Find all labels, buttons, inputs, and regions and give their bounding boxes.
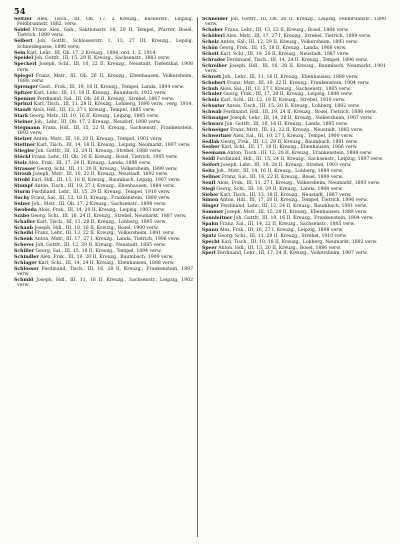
- entry-text: Joh. Gottfr., III, 12, 24 II, Kreuzg., Strebel, 1888 verw.: [35, 148, 162, 154]
- entry-text: Franz Alex. Geh., Sektionsstr. 16, 29 II, Tempel, Pfarrer, Bosel, Tietrich, 1899 verw.: [17, 28, 193, 39]
- entry-text: Franz, Lehr., III, 13, 22 II, Kreuzg., Bosel, 1884 verw.: [224, 28, 349, 34]
- entry-text: Alex, Tisch., III, Ob. 17, 2 Kreuzg., Bäckerstr., Leipzig, Feldbrunnstr. 1882. verw.: [17, 17, 193, 28]
- entry-text: Alois, Sal., III, 13, 27 I, Kreuzg., Sachsenstr., 1885 verw.: [219, 86, 352, 92]
- entry-text: Anton, Hdl., III, 17, 20 II, Kreuzg., Tempel, Tietrich, 1896 verw.: [219, 198, 368, 204]
- entry-name: Steiner: [14, 120, 33, 126]
- entry-name: Stiegler: [14, 148, 35, 154]
- directory-entry: [14, 114, 193, 119]
- entry-name: Seidel: [14, 28, 30, 34]
- entry-text: Karl, Lehr., III, 13, 18 II, Kreuzg., Baumbach, 1912 verw.: [33, 90, 167, 96]
- entry-name: Schmid: [14, 277, 34, 283]
- entry-text: Anton, Tisch., III, 15, 20 II, Kreuzg., Lohberg, 1892 verw.: [226, 104, 360, 110]
- entry-name: Staudt: [14, 108, 32, 114]
- entry-name: Schlager: [14, 260, 37, 266]
- directory-entry: [202, 92, 386, 97]
- entry-name: Schneider: [202, 17, 229, 22]
- directory-entry: [202, 145, 386, 150]
- entry-text: Georg, Sal., III, 15, 18 II, Kreuzg., Tempel, 1894 verw.: [35, 249, 162, 255]
- directory-entry: [202, 240, 386, 245]
- entry-name: Speer: [202, 245, 217, 251]
- directory-entry: [14, 237, 193, 242]
- entry-text: Alex, Frsk., III, 17, 24 II, Kreuzg., Landa, 1886 verw.: [28, 160, 152, 166]
- entry-name: Schön: [202, 45, 218, 51]
- entry-text: Joh., Lehr., III, 11, 16 II, Kreuzg., Ebenhausen, 1889 verw.: [222, 74, 359, 80]
- directory-entry: [14, 249, 193, 254]
- entry-name: Sommer: [202, 210, 224, 216]
- entry-text: Karl, Hdl., III, 13, 16 II, Kreuzg., Baumbach, Lepzig, 1907 verw.: [31, 178, 181, 184]
- directory-entry: [14, 172, 193, 177]
- directory-entry: [14, 17, 193, 28]
- entry-text: Joh. Gottfr., III, 15, 29 II, Kreuzg., Sachsenstr., 1883 verw.: [34, 56, 171, 62]
- directory-entry: [14, 56, 193, 61]
- entry-name: Sulzer: [14, 201, 31, 207]
- directory-entry: [202, 58, 386, 63]
- directory-entry: [14, 231, 193, 236]
- entry-text: Karl, Schl., III, 19, 20 II, Kreuzg., Neustadt, 1887 verw.: [220, 51, 350, 57]
- entry-name: Sein: [14, 50, 26, 56]
- entry-text: Georg, Mstr., III, 10, 16 II, Kreuzg., Leipzig, 1895 verw.: [29, 114, 160, 120]
- directory-entry: [14, 74, 193, 85]
- entry-name: Spitzer: [14, 90, 33, 96]
- directory-entry: [14, 39, 193, 50]
- entry-name: Sturm: [14, 190, 31, 196]
- entry-text: Franz, Mstr., III, Ob. 26 II, Kreuzg., Ebenhausen, Volkersheim, 1889. verw.: [17, 73, 193, 84]
- entry-name: Schwarz: [202, 121, 224, 127]
- entry-name: Stegmann: [14, 125, 41, 131]
- entry-text: Alex, Sal., III, 10, 27 I, Kreuzg., Tempel, 1900 verw.: [233, 133, 354, 139]
- entry-name: Schulz: [202, 98, 220, 104]
- entry-name: Seitz: [202, 168, 215, 174]
- entry-text: Karl, Tisch., III, 13, 18 II, Kreuzg., Neustadt, 1887 verw.: [220, 192, 352, 198]
- directory-entry: [14, 178, 193, 183]
- entry-name: Singer: [202, 204, 219, 210]
- directory-entry: [202, 52, 386, 57]
- entry-text: Georg, Frsk., III, 15, 18 II, Kreuzg., Landa, 1908 verw.: [219, 45, 347, 51]
- entry-name: Spiegel: [14, 73, 34, 79]
- entry-name: Specht: [202, 239, 220, 245]
- directory-entry: [202, 175, 386, 180]
- entry-name: Schuler: [202, 92, 222, 98]
- entry-name: Simon: [202, 198, 219, 204]
- entry-text: Alois, Frsk., III, 14, 20 II, Kreuzg., Leipzig, 1903 verw.: [38, 207, 165, 213]
- directory-entry: [14, 126, 193, 137]
- directory-entry: [14, 184, 193, 189]
- entry-name: Sonnleitner: [202, 216, 233, 222]
- directory-entry: [202, 204, 386, 209]
- entry-text: Joseph, Lehr., III, 14, 28 II, Kreuzg., Volkersheim, 1907 verw.: [230, 115, 373, 121]
- entry-name: Sedlak: [202, 139, 220, 145]
- directory-entry: [202, 181, 386, 186]
- entry-name: Spatz: [202, 233, 217, 239]
- entry-name: Stark: [14, 114, 29, 120]
- directory-entry: [14, 226, 193, 231]
- entry-text: Alex, Frsk., III, 16, 27 I, Kreuzg., Leipzig, 1898 verw.: [219, 227, 344, 233]
- entry-name: Stettner: [14, 143, 36, 149]
- entry-name: Seemann: [202, 151, 226, 157]
- entry-text: Anton, Mstr., III, 16, 20 II, Kreuzg., Tempel, 1901 verw.: [33, 137, 163, 143]
- entry-text: Franz, Mstr., III, 11, 22 II, Kreuzg., Neustadt, 1883 verw.: [230, 127, 364, 133]
- directory-entry: [202, 64, 386, 75]
- entry-name: Siegl: [202, 186, 215, 192]
- directory-entry: [14, 155, 193, 160]
- entry-name: Schuh: [202, 86, 219, 92]
- entry-text: Georg, Frsk., III, 13, 29 II, Kreuzg., Baumbach, 1891 verw.: [220, 139, 359, 145]
- entry-name: Sprinzl: [14, 102, 33, 108]
- directory-entry: [202, 17, 386, 28]
- entry-name: Schubert: [202, 80, 226, 86]
- directory-entry: [14, 278, 193, 289]
- entry-text: Anton, Hdl., III, 13, 20 II, Kreuzg., Bosel, 1886 verw.: [218, 245, 341, 251]
- entry-text: Ferdinand, Sal., III, Ob. 26 II, Kreuzg., Strebel, 1887 verw.: [37, 96, 174, 102]
- directory-entry: [14, 120, 193, 125]
- left-column: [14, 17, 193, 537]
- entry-text: Alois, Hdl., III, 12, 27 I, Kreuzg., Tempel, 1885 verw.: [32, 108, 156, 114]
- entry-name: Sponner: [14, 96, 36, 102]
- directory-entry: [202, 216, 386, 221]
- entry-name: Schenk: [14, 237, 33, 243]
- entry-name: Schöberl: [202, 34, 225, 40]
- entry-text: Joh. Gottfr., III, 16, 16 II, Kreuzg., Landa, 1895 verw.: [224, 121, 349, 127]
- entry-text: Karl, Schl., III, 12, 18 II, Kreuzg., Strebel, 1910 verw.: [220, 98, 346, 104]
- entry-name: Schiller: [14, 249, 35, 255]
- directory-entry: [202, 75, 386, 80]
- entry-name: Schweiger: [202, 127, 229, 133]
- directory-entry: [202, 169, 386, 174]
- entry-name: Suchy: [14, 196, 30, 202]
- directory-entry: [202, 210, 386, 215]
- entry-name: Scherer: [14, 243, 35, 249]
- directory-entry: [14, 85, 193, 90]
- entry-text: Joseph, Hdl., III, 10, 16 II, Kreuzg., Bosel, 1900 verw.: [34, 225, 159, 231]
- entry-text: Joseph, Hdl., III, 11, 16 II, Kreuzg., Sachsenstr., Leipzig, 1902 verw.: [17, 277, 193, 289]
- entry-text: Franz, Lehr., III, Ob. 26 II, Kreuzg., Bosel, Tietrich, 1905 verw.: [31, 154, 179, 160]
- entry-text: Ferdinand, Lehr., III, 15, 29 II, Kreuzg., Tempel, 1910 verw.: [31, 190, 171, 196]
- entry-name: Stolz: [14, 160, 27, 166]
- directory-entry: [202, 46, 386, 51]
- directory-entry: [202, 116, 386, 121]
- directory-entry: [14, 261, 193, 266]
- entry-text: Ferdinand, Hdl., III, 19, 24 II, Kreuzg., Bosel, Tietrich, 1886 verw.: [223, 110, 378, 116]
- directory-entry: [202, 28, 386, 33]
- entry-name: Schindler: [14, 254, 39, 260]
- entry-text: Ferdinand, Tisch., III, 14, 24 II, Kreuzg., Tempel, 1896 verw.: [226, 57, 368, 63]
- entry-text: Alex, Mstr., III, 17, 27 I, Kreuzg., Strebel, Tietrich, 1899 verw.: [226, 34, 372, 40]
- entry-name: Schrott: [202, 74, 222, 80]
- entry-text: Franz, Mstr., III, 10, 22 II, Kreuzg., Frankenstein, 1904 verw.: [226, 80, 370, 86]
- entry-text: Ferdinand, Tisch., III, 16, 28 II, Kreuzg., Frankenstein, 1897 verw.: [17, 266, 193, 278]
- directory-entry: [14, 97, 193, 102]
- entry-text: Joh., Mstr., III, Ob. 17, 2 Kreuzg., Sachsenstr., 1898 verw.: [31, 201, 167, 207]
- entry-name: Sieber: [202, 192, 219, 198]
- directory-entry: [14, 214, 193, 219]
- entry-name: Seeber: [202, 145, 220, 151]
- directory-entry: [202, 128, 386, 133]
- entry-text: Anton, Sal., III, 12, 29 II, Kreuzg., Volkersheim, 1893 verw.: [220, 39, 358, 45]
- entry-text: Ferdinand, Lehr., III, 12, 24 II, Kreuzg., Baumbach, 1901 verw.: [220, 204, 368, 210]
- directory-entry: [14, 243, 193, 248]
- entry-text: Georg, Frsk., III, 17, 29 II, Kreuzg., Leipzig, 1898 verw.: [223, 92, 353, 98]
- entry-text: Joh., Lehr., III, Ob. 17, 2 Kreuzg., Neudorf, 1890 verw.: [34, 120, 161, 126]
- directory-entry: [202, 134, 386, 139]
- entry-name: Scheibl: [14, 231, 34, 237]
- entry-text: Joh. Gottfr., Schlosserstr. 1, 13, 27 III, Kreuzg., Lepzig, Schneidegasse, 1890 verw.: [17, 39, 193, 50]
- entry-name: Schott: [202, 51, 219, 57]
- directory-entry: [202, 122, 386, 127]
- directory-entry: [14, 137, 193, 142]
- entry-text: Joseph, Lehr., III, 19, 28 II, Kreuzg., Strebel, 1903 verw.: [220, 163, 352, 169]
- entry-text: Anton, Tisch., III, 12, 20 II, Kreuzg., Frankenstein, 1888 verw.: [227, 151, 373, 157]
- entry-name: Spahn: [202, 221, 219, 227]
- entry-text: Joh. Gottfr., III, 12, 29 II, Kreuzg., Neustadt, 1885 verw.: [35, 243, 166, 249]
- directory-entry: [202, 234, 386, 239]
- entry-text: Ferdinand, Lehr., III, 17, 24 II, Kreuzg., Volkersheim, 1907 verw.: [217, 251, 368, 257]
- entry-name: Senft: [202, 180, 216, 186]
- directory-entry: [14, 149, 193, 154]
- directory-entry: [14, 161, 193, 166]
- entry-name: Seidl: [202, 157, 215, 163]
- directory-entry: [202, 163, 386, 168]
- entry-name: Seifert: [202, 163, 220, 169]
- directory-entry: [202, 251, 386, 256]
- entry-name: Sperl: [202, 251, 216, 257]
- entry-text: Joh. Gottfr., III, Ob. 26 II, Kreuzg., Leipzig, Feldbrunnstr., 1890 verw.: [205, 17, 386, 28]
- entry-text: Karl, Tisch., III, 14, 18 II, Kreuzg., Leipzig, Neumarkt, 1897 verw.: [36, 143, 191, 149]
- entry-text: Gust., Frsk., III, 19, 10 II, Kreuzg., Tempel, Landa, 1894 verw.: [39, 84, 185, 90]
- entry-name: Stumpf: [14, 184, 33, 190]
- directory-entry: [14, 208, 193, 213]
- entry-name: Scholz: [202, 39, 219, 45]
- entry-name: Schwab: [202, 110, 222, 116]
- entry-name: Schwaiger: [202, 115, 229, 121]
- directory-entry: [202, 157, 386, 162]
- directory-entry: [14, 202, 193, 207]
- entry-name: Szabo: [14, 213, 30, 219]
- directory-entry: [14, 102, 193, 107]
- directory-entry: [14, 220, 193, 225]
- entry-name: Schrader: [202, 57, 226, 63]
- entry-name: Schaub: [14, 225, 33, 231]
- entry-text: Karl, Lehr., III, Ob. 17, 2 Kreuzg., 1884, ord. 1, 2, 1914.: [26, 50, 157, 56]
- directory-entry: [202, 81, 386, 86]
- entry-name: Swoboda: [14, 207, 37, 213]
- entry-name: Schaller: [14, 219, 36, 225]
- entry-text: Georg, Schl., III, 11, 20 II, Kreuzg., Volkersheim, 1899 verw.: [36, 166, 178, 172]
- entry-text: Ferdinand, Hdl., III, 15, 24 II, Kreuzg., Sachsenstr., Leipzig, 1897 verw.: [216, 157, 384, 163]
- column-divider: [197, 17, 198, 537]
- directory-entry: [202, 151, 386, 156]
- entry-text: Joh., Mstr., III, 14, 16 II, Kreuzg., Lohberg, 1884 verw.: [216, 168, 344, 174]
- entry-name: Schreiber: [202, 63, 228, 69]
- entry-name: Schwertner: [202, 133, 232, 139]
- entry-name: Stöckl: [14, 154, 31, 160]
- directory-entry: [14, 143, 193, 148]
- entry-text: Joseph, Mstr., III, 15, 28 II, Kreuzg., Ebenhausen, 1889 verw.: [224, 210, 368, 216]
- entry-name: Sellner: [202, 174, 221, 180]
- entry-text: Alois, Frsk., III, 11, 27 I, Kreuzg., Volkersheim, Neumarkt, 1893 verw.: [217, 180, 381, 186]
- entry-text: Karl, Schl., III, 14, 24 II, Kreuzg., Ebenhausen, 1888 verw.: [38, 260, 175, 266]
- entry-text: Joseph, Mstr., III, 10, 22 II, Kreuzg., Neustadt, 1892 verw.: [32, 172, 169, 178]
- page-number: 54: [14, 6, 26, 16]
- entry-text: Franz, Lehr., III, 13, 22 II, Kreuzg., Volkersheim, 1891 verw.: [34, 231, 175, 237]
- directory-entry: [14, 196, 193, 201]
- entry-text: Franz, Sal., III, 16, 22 II, Kreuzg., Bosel, 1899 verw.: [221, 174, 344, 180]
- directory-entry: [202, 104, 386, 109]
- entry-name: Schuster: [202, 104, 225, 110]
- entry-name: Speidel: [14, 56, 34, 62]
- entry-text: Karl, Tisch., III, 10, 18 II, Kreuzg., Lohberg, Neumarkt, 1892 verw.: [221, 239, 378, 245]
- entry-text: Joseph, Hdl., III, 16, 28 II, Kreuzg., Baumbach, Neumarkt, 1901 verw.: [205, 63, 386, 74]
- entry-text: Karl, Tisch., III, 11, 28 II, Kreuzg., Lohberg, 1896 verw., verg. 1914.: [33, 102, 193, 108]
- entry-list-right: [202, 17, 386, 257]
- directory-entry: [14, 28, 193, 39]
- entry-text: Georg, Schl., III, 16, 24 II, Kreuzg., Strebel, Neumarkt, 1887 verw.: [30, 213, 187, 219]
- entry-text: Franz, Sal., III, 12, 18 II, Kreuzg., Frankenstein, 1889 verw.: [30, 196, 171, 202]
- entry-name: Sprenger: [14, 84, 38, 90]
- entry-name: Schober: [202, 28, 224, 34]
- directory-entry: [14, 190, 193, 195]
- entry-text: Alex, Frsk., III, 19, 20 II, Kreuzg., Baumbach, 1909 verw.: [40, 254, 174, 260]
- entry-name: Seibert: [14, 39, 33, 45]
- entry-text: Anton, Tisch., III, 19, 27 I, Kreuzg., Ebenhausen, 1884 verw.: [34, 184, 176, 190]
- entry-text: Karl, Tisch., III, 11, 28 II, Kreuzg., Lohberg, 1895 verw.: [36, 219, 167, 225]
- entry-name: Spann: [202, 227, 219, 233]
- directory-entry: [14, 267, 193, 278]
- entry-name: Strobl: [14, 178, 30, 184]
- directory-entry: [202, 187, 386, 192]
- entry-name: Schlosser: [14, 266, 39, 272]
- directory-entry: [202, 87, 386, 92]
- directory-entry: [14, 91, 193, 96]
- directory-entry: [14, 62, 193, 73]
- right-column: [202, 17, 386, 537]
- directory-entry: [202, 110, 386, 115]
- entry-text: Georg, Schl., III, 10, 29 II, Kreuzg., Landa, 1908 verw.: [216, 186, 344, 192]
- entry-name: Stelzer: [14, 137, 33, 143]
- entry-name: Seltzer: [14, 17, 33, 22]
- directory-entry: [202, 228, 386, 233]
- entry-text: Joseph, Schl., III, 10, 22 II, Kreuzg., Neustadt, Tiefenthal, 1908 verw.: [17, 62, 193, 73]
- entry-text: Franz, Hdl., III, 15, 22 II, Kreuzg., Sachsenstr., Frankenstein, 1893 verw.: [17, 125, 193, 137]
- entry-name: Strasser: [14, 166, 36, 172]
- entry-text: Franz, Sal., III, 14, 22 II, Kreuzg., Sachsenstr., 1885 verw.: [219, 221, 356, 227]
- directory-entry: [202, 198, 386, 203]
- directory-entry: [202, 34, 386, 39]
- entry-text: Joh. Gottfr., III, 19, 16 II, Kreuzg., Frankenstein, 1904 verw.: [233, 216, 374, 222]
- entry-name: Straub: [14, 172, 32, 178]
- directory-entry: [202, 40, 386, 45]
- directory-entry: [14, 108, 193, 113]
- directory-entry: [202, 222, 386, 227]
- entry-text: Georg, Schl., III, 11, 29 II, Kreuzg., Strebel, 1910 verw.: [217, 233, 347, 239]
- directory-entry: [202, 98, 386, 103]
- directory-entry: [14, 255, 193, 260]
- entry-name: Speckert: [14, 62, 37, 68]
- entry-text: Anton, Mstr., III, 17, 27 I, Kreuzg., Landa, Tietrich, 1906 verw.: [34, 237, 181, 243]
- entry-text: Karl, Schl., III, 17, 18 II, Kreuzg., Ebenhausen, 1906 verw.: [221, 145, 358, 151]
- entry-list-left: [14, 17, 193, 289]
